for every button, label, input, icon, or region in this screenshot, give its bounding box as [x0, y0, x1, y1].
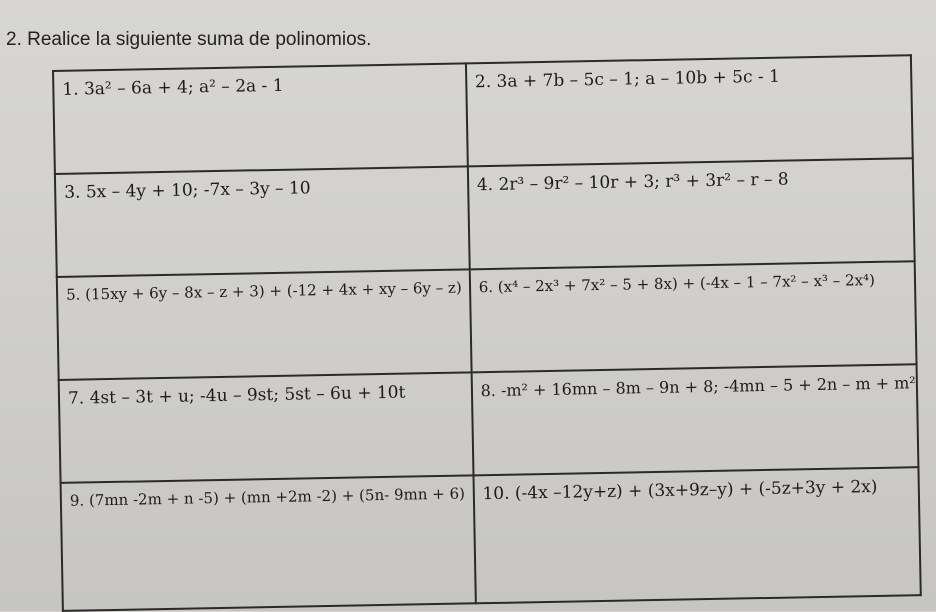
problem-3: 3. 5x – 4y + 10; -7x – 3y – 10: [55, 166, 469, 277]
problem-2: 2. 3a + 7b – 5c – 1; a – 10b + 5c - 1: [466, 55, 913, 166]
table-row: [61, 467, 921, 611]
problem-7: 7. 4st – 3t + u; -4u – 9st; 5st – 6u + 10t: [59, 372, 473, 483]
table-row: [57, 261, 917, 380]
problem-4: 4. 2r³ – 9r² – 10r + 3; r³ + 3r² – r – 8: [468, 158, 915, 269]
problem-10: 10. (-4x –12y+z) + (3x+9z–y) + (-5z+3y + 2x): [473, 467, 921, 603]
exercise-sheet: [52, 54, 922, 611]
problem-8: 8. -m² + 16mn – 8m – 9n + 8; -4mn – 5 + 2n – m + m²: [471, 364, 918, 475]
problem-6: 6. (x⁴ – 2x³ + 7x² – 5 + 8x) + (-4x – 1 – 7x² – x³ – 2x⁴): [469, 261, 916, 372]
table-row: [53, 55, 913, 174]
problems-table: [52, 54, 922, 612]
problem-5: 5. (15xy + 6y – 8x – z + 3) + (-12 + 4x + xy – 6y – z): [57, 269, 471, 380]
problem-1: 1. 3a² – 6a + 4; a² – 2a - 1: [53, 63, 467, 174]
problem-9: 9. (7mn -2m + n -5) + (mn +2m -2) + (5n- 9mn + 6): [61, 475, 476, 611]
table-row: [55, 158, 915, 277]
table-row: [59, 364, 919, 483]
instruction-heading: 2. Realice la siguiente suma de polinomios.: [6, 29, 372, 50]
